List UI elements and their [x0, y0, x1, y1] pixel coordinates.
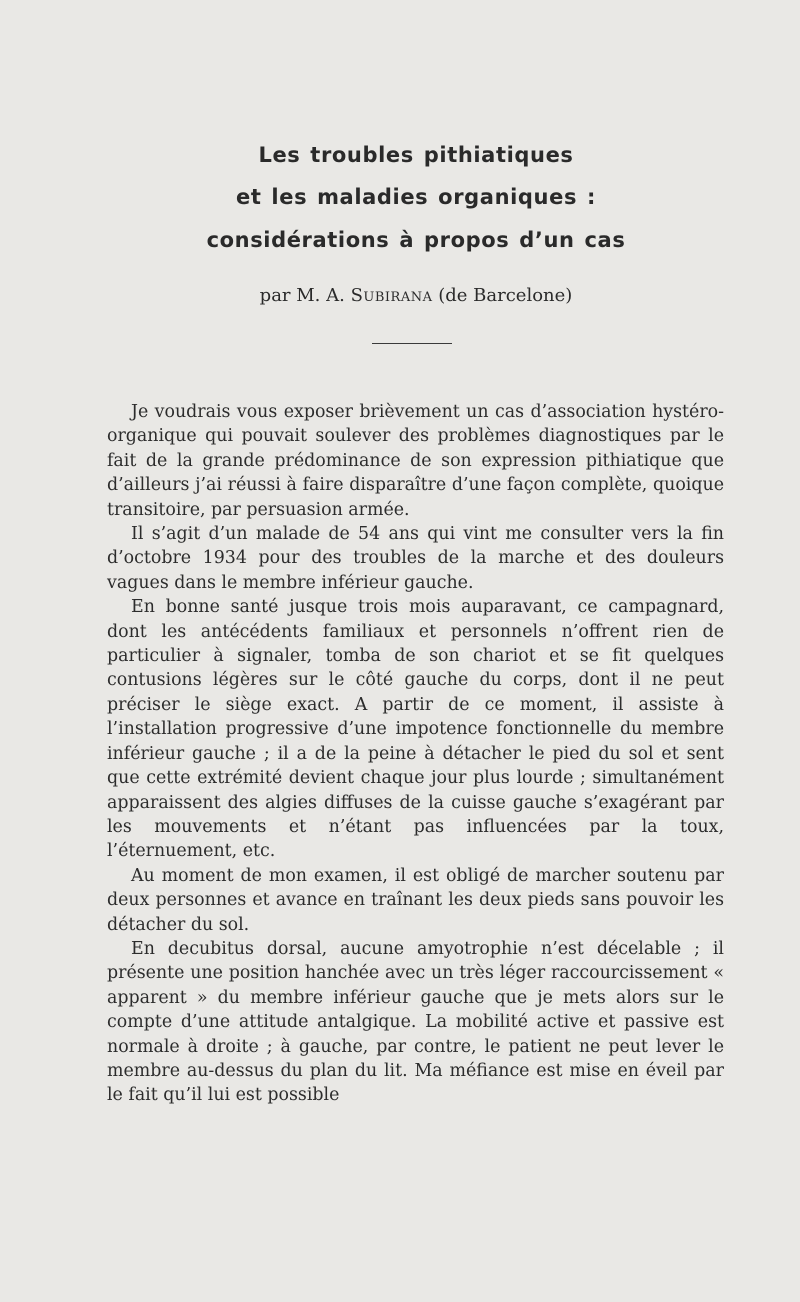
paragraph-2: Il s’agit d’un malade de 54 ans qui vint me consulter vers la fin d’octobre 1934 pour des troubles de la marche et des douleurs vagues dans le membre inférieur gauche. — [107, 524, 724, 593]
title-line-3: considérations à propos d’un cas — [206, 228, 626, 252]
paragraph-4: Au moment de mon examen, il est obligé de marcher soutenu par deux personnes et avance en traînant les deux pieds sans pouvoir les détacher du sol. — [107, 865, 724, 935]
paragraph-5: En decubitus dorsal, aucune amyotrophie n’est décelable ; il présente une position hanchée avec un très léger raccourcissement « apparent » du membre inférieur gauche que je mets alors sur le compte d’une attitude antalgique. La mobilité active et passive est normale à droite ; à gauche, par contre, le patient ne peut lever le membre au-dessus du plan du lit. Ma méfiance est mise en éveil par le fait qu’il lui est possible — [107, 938, 724, 1106]
author-name: Subirana — [350, 285, 433, 306]
author-prefix: par M. A. — [259, 285, 351, 306]
author-affiliation: (de Barcelone) — [432, 285, 573, 306]
paragraph-3: En bonne santé jusque trois mois auparavant, ce campagnard, dont les antécédents familiaux et personnels n’offrent rien de particulier à signaler, tomba de son chariot et se fit quelques contusions légères sur le côté gauche du corps, dont il ne peut préciser le siège exact. A partir de ce moment, il assiste à l’installation progressive d’une impotence fonctionnelle du membre inférieur gauche ; il a de la peine à détacher le pied du sol et sent que cette extrémité devient chaque jour plus lourde ; simultanément apparaissent des algies diffuses de la cuisse gauche s’exagérant par les mouvements et n’étant pas influencées par la toux, l’éternuement, etc. — [107, 597, 724, 862]
title-line-1: Les troubles pithiatiques — [258, 143, 574, 167]
author-line — [0, 285, 800, 306]
title-line-2: et les maladies organiques : — [236, 185, 596, 209]
paragraph-1: Je voudrais vous exposer brièvement un cas d’association hystéro-organique qui pouvait soulever des problèmes diagnostiques par le fait de la grande prédominance de son expression pithiatique que d’ailleurs j’ai réussi à faire disparaître d’une façon complète, quoique transitoire, par persuasion armée. — [107, 402, 724, 520]
article-body — [107, 400, 724, 1108]
separator-rule — [372, 343, 452, 344]
